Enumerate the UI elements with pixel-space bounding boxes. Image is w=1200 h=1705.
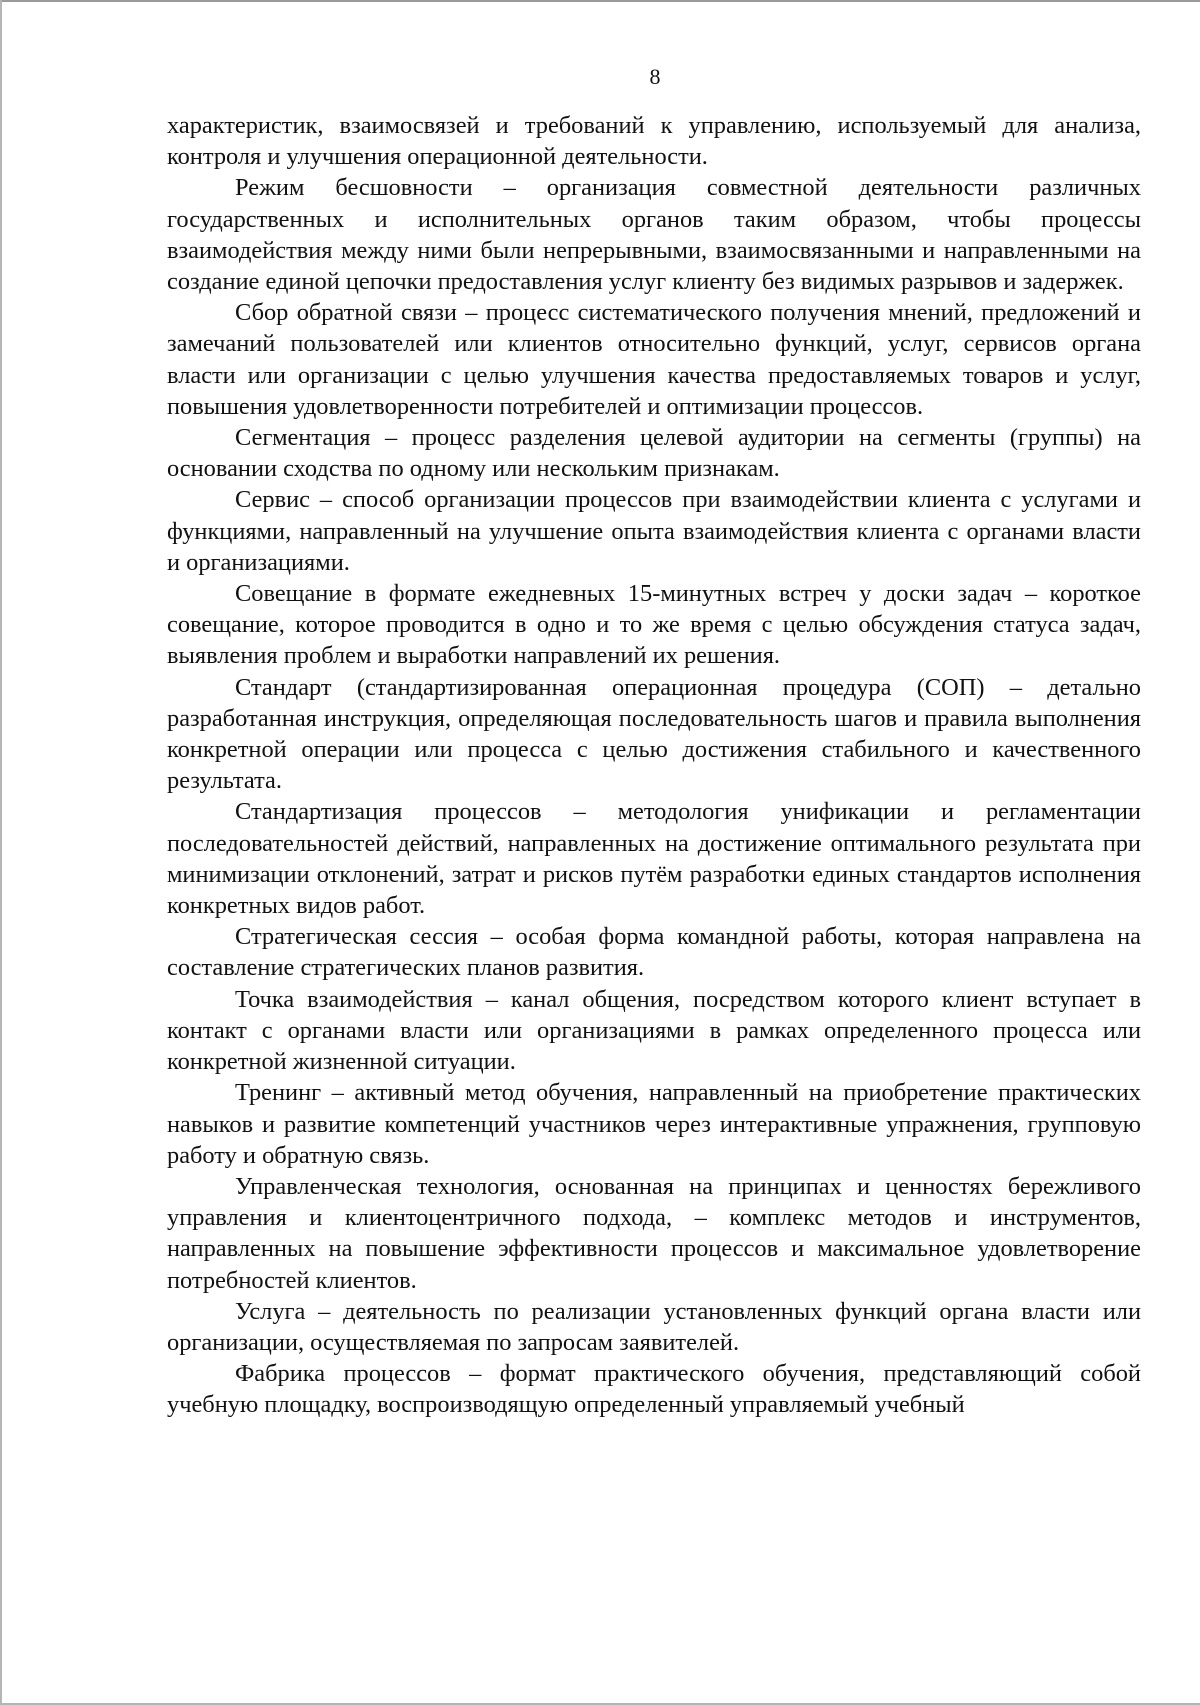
definition-paragraph: Стратегическая сессия – особая форма командной работы, которая направлена на составление стратегических планов развития. bbox=[167, 923, 1141, 982]
definition-paragraph: Сбор обратной связи – процесс систематического получения мнений, предложений и замечаний пользователей или клиентов относительно функций, услуг, сервисов органа власти или организации с целью улучшения качества предоставляемых товаров и услуг, повышения удовлетворенности потребителей и оптимизации процессов. bbox=[167, 299, 1141, 420]
page-number: 8 bbox=[649, 64, 661, 89]
definition-paragraph: Управленческая технология, основанная на принципах и ценностях бережливого управления и клиентоцентричного подхода, – комплекс методов и инструментов, направленных на повышение эффективности процессов и максимальное удовлетворение потребностей клиентов. bbox=[167, 1172, 1141, 1294]
scan-top-edge bbox=[0, 0, 1200, 2]
definition-paragraph: Сервис – способ организации процессов при взаимодействии клиента с услугами и функциями, направленный на улучшение опыта взаимодействия клиента с органами власти и организациями. bbox=[167, 486, 1141, 576]
definition-paragraph: Совещание в формате ежедневных 15-минутных встреч у доски задач – короткое совещание, которое проводится в одно и то же время с целью обсуждения статуса задач, выявления проблем и выработки направлений их решения. bbox=[167, 580, 1141, 670]
definition-paragraph: Точка взаимодействия – канал общения, посредством которого клиент вступает в контакт с органами власти или организациями в рамках определенного процесса или конкретной жизненной ситуации. bbox=[167, 985, 1141, 1076]
definition-paragraph: Тренинг – активный метод обучения, направленный на приобретение практических навыков и развитие компетенций участников через интерактивные упражнения, групповую работу и обратную связь. bbox=[167, 1079, 1141, 1169]
definition-paragraph: Стандартизация процессов – методология унификации и регламентации последовательностей действий, направленных на достижение оптимального результата при минимизации отклонений, затрат и рисков путём разработки единых стандартов исполнения конкретных видов работ. bbox=[167, 798, 1141, 920]
definition-paragraph: Стандарт (стандартизированная операционная процедура (СОП) – детально разработанная инструкция, определяющая последовательность шагов и правила выполнения конкретной операции или процесса с целью достижения стабильного и качественного результата. bbox=[167, 673, 1141, 795]
document-body bbox=[167, 110, 1141, 1421]
definition-paragraph: Сегментация – процесс разделения целевой аудитории на сегменты (группы) на основании сходства по одному или нескольким признакам. bbox=[167, 424, 1141, 483]
definition-paragraph: Услуга – деятельность по реализации установленных функций органа власти или организации, осуществляемая по запросам заявителей. bbox=[167, 1297, 1141, 1356]
definition-paragraph: Режим бесшовности – организация совместной деятельности различных государственных и исполнительных органов таким образом, чтобы процессы взаимодействия между ними были непрерывными, взаимосвязанными и направленными на создание единой цепочки предоставления услуг клиенту без видимых разрывов и задержек. bbox=[167, 174, 1141, 296]
scan-left-edge bbox=[0, 0, 2, 1705]
definition-paragraph: Фабрика процессов – формат практического обучения, представляющий собой учебную площадку, воспроизводящую определенный управляемый учебный bbox=[167, 1360, 1141, 1419]
paragraph-continuation: характеристик, взаимосвязей и требований к управлению, используемый для анализа, контроля и улучшения операционной деятельности. bbox=[167, 112, 1141, 171]
